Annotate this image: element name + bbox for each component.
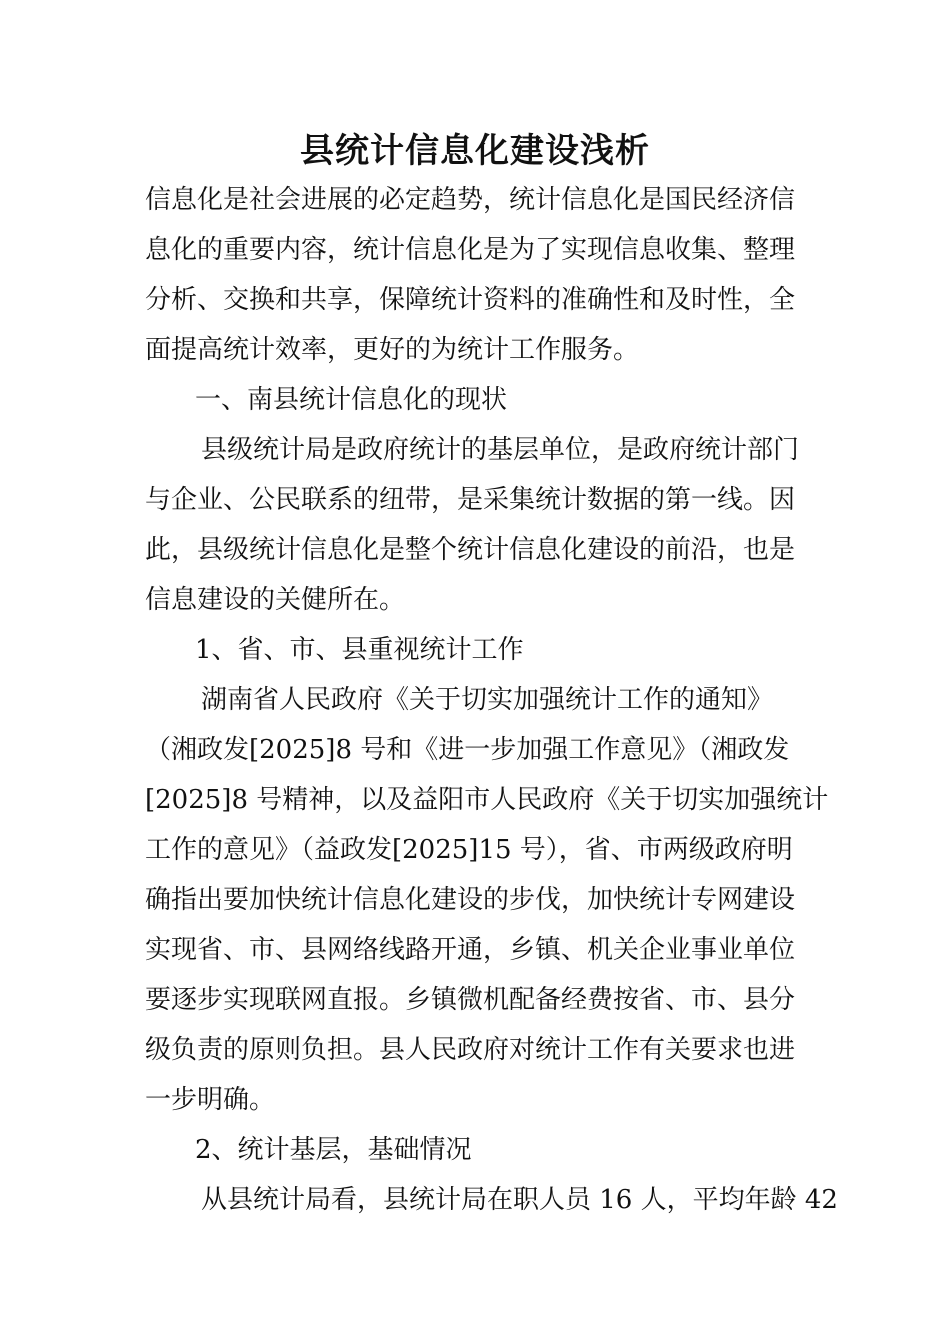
body-text-line: 息化的重要内容，统计信息化是为了实现信息收集、整理: [145, 235, 796, 265]
body-text-line: 从县统计局看，县统计局在职人员 16 人，平均年龄 42: [201, 1185, 838, 1215]
section-heading: 一、南县统计信息化的现状: [195, 385, 508, 415]
body-text-line: 此，县级统计信息化是整个统计信息化建设的前沿，也是: [145, 535, 796, 565]
body-text-line: 与企业、公民联系的纽带，是采集统计数据的第一线。因: [145, 485, 796, 515]
body-text-line: 要逐步实现联网直报。乡镇微机配备经费按省、市、县分: [145, 985, 796, 1015]
body-text-line: 确指出要加快统计信息化建设的步伐，加快统计专网建设: [145, 885, 796, 915]
body-text-line: （湘政发[2025]8 号和《进一步加强工作意见》（湘政发: [145, 735, 790, 765]
body-text-line: 面提高统计效率，更好的为统计工作服务。: [145, 335, 640, 365]
subsection-heading: 2、统计基层，基础情况: [195, 1135, 472, 1165]
body-text-line: 分析、交换和共享，保障统计资料的准确性和及时性，全: [145, 285, 796, 315]
subsection-heading: 1、省、市、县重视统计工作: [195, 635, 524, 665]
body-text-line: 信息化是社会进展的必定趋势，统计信息化是国民经济信: [145, 185, 796, 215]
body-text-line: [2025]8 号精神，以及益阳市人民政府《关于切实加强统计: [145, 785, 829, 815]
document-title: 县统计信息化建设浅析: [300, 131, 650, 171]
body-text-line: 县级统计局是政府统计的基层单位，是政府统计部门: [201, 435, 800, 465]
body-text-line: 工作的意见》（益政发[2025]15 号），省、市两级政府明: [145, 835, 793, 865]
body-text-line: 湖南省人民政府《关于切实加强统计工作的通知》: [201, 685, 774, 715]
body-text-line: 实现省、市、县网络线路开通，乡镇、机关企业事业单位: [145, 935, 796, 965]
body-text-line: 一步明确。: [145, 1085, 276, 1115]
body-text-line: 信息建设的关健所在。: [145, 585, 406, 615]
body-text-line: 级负责的原则负担。县人民政府对统计工作有关要求也进: [145, 1035, 796, 1065]
